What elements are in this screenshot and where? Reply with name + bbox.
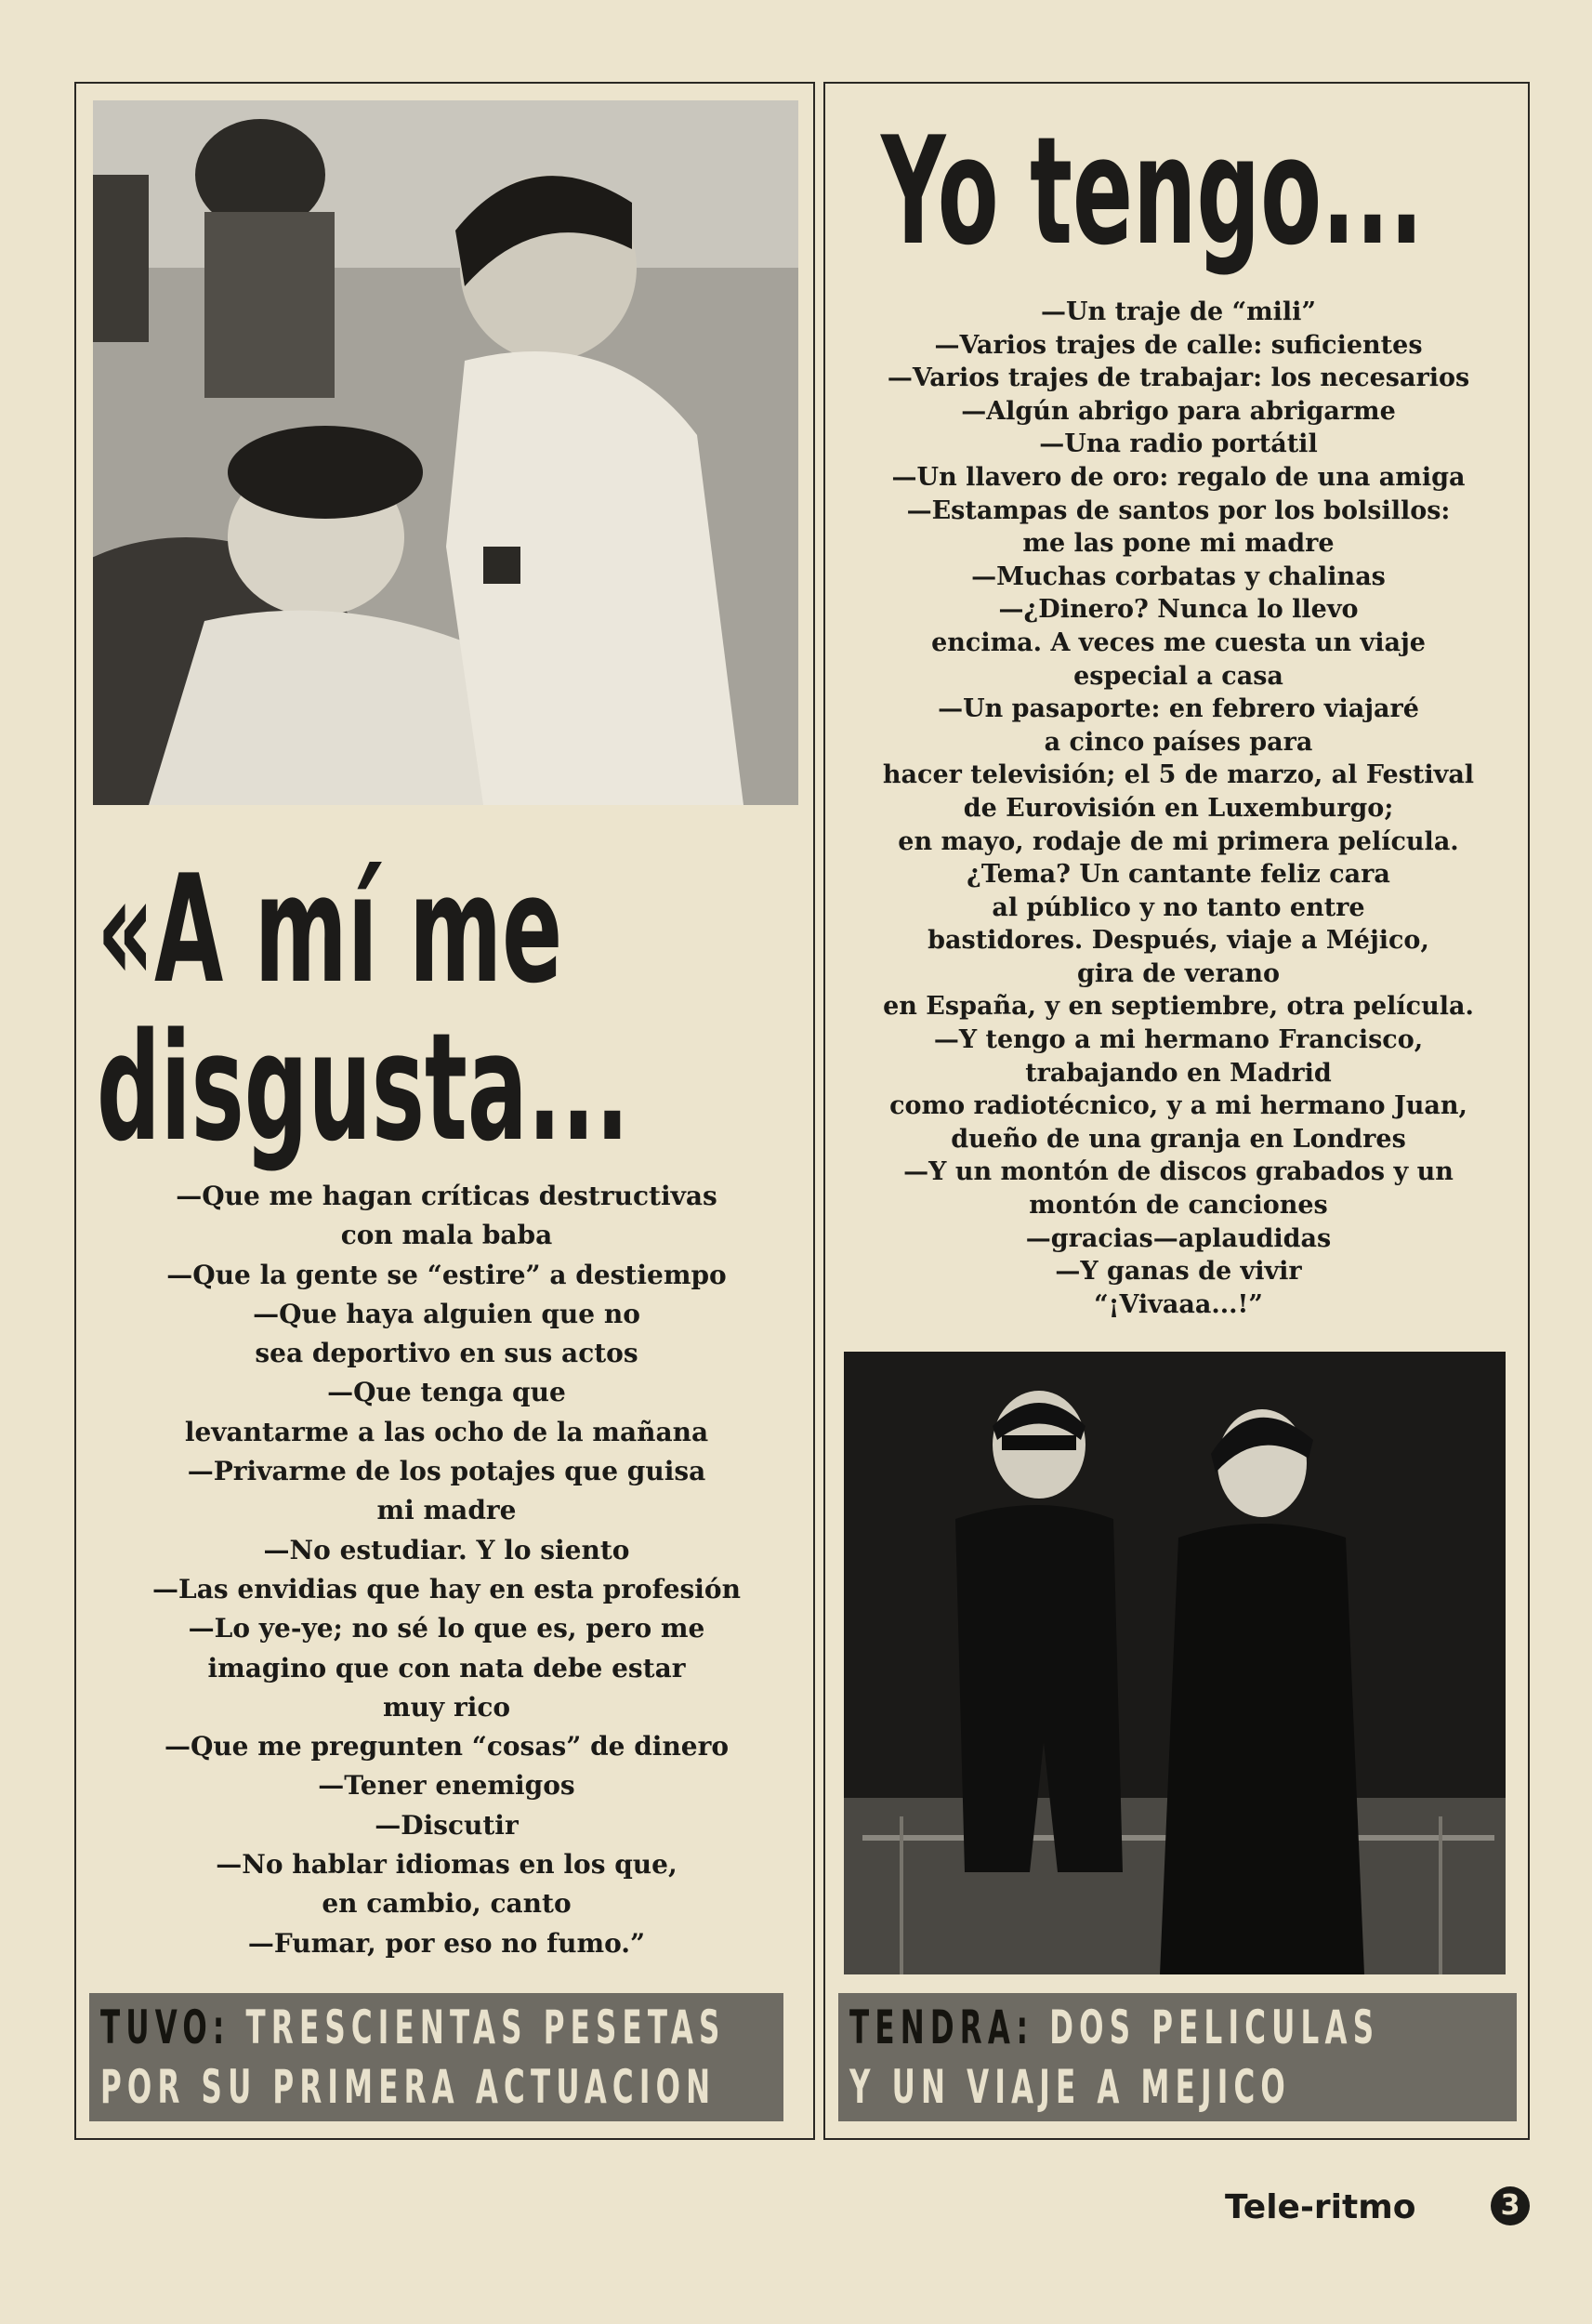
- right-banner-label: TENDRA:: [849, 2000, 1034, 2054]
- list-line: en cambio, canto: [322, 1888, 572, 1920]
- list-line: “¡Vivaaa...!”: [1094, 1289, 1263, 1319]
- list-line: —Una radio portátil: [1039, 429, 1318, 459]
- left-headline-line1: «A mí me: [97, 842, 563, 1016]
- list-line: montón de canciones: [1029, 1191, 1328, 1221]
- list-line: bastidores. Después, viaje a Méjico,: [928, 926, 1429, 956]
- list-line: —Que haya alguien que no: [253, 1298, 640, 1329]
- list-line: —Que me hagan críticas destructivas: [176, 1181, 717, 1211]
- list-line: —Privarme de los potajes que guisa: [187, 1456, 706, 1487]
- list-line: trabajando en Madrid: [1025, 1058, 1332, 1088]
- right-banner-line1-rest: DOS PELICULAS: [1049, 2000, 1380, 2054]
- list-line: —Que la gente se “estire” a destiempo: [166, 1259, 727, 1290]
- list-line: —Y ganas de vivir: [1055, 1257, 1302, 1287]
- list-line: hacer televisión; el 5 de marzo, al Festival: [882, 760, 1475, 790]
- list-line: —Fumar, por eso no fumo.”: [247, 1927, 646, 1959]
- list-line: —Varios trajes de calle: suficientes: [934, 330, 1423, 360]
- left-banner: [89, 1993, 783, 2121]
- makeup-photo-image: [93, 100, 798, 805]
- left-banner-line2: POR SU PRIMERA ACTUACION: [100, 2060, 717, 2114]
- list-line: gira de verano: [1077, 958, 1280, 988]
- list-line: —¿Dinero? Nunca lo llevo: [998, 595, 1359, 625]
- right-column: [823, 82, 1530, 2140]
- list-line: —Estampas de santos por los bolsillos:: [906, 495, 1451, 525]
- list-line: con mala baba: [340, 1220, 553, 1251]
- list-line: al público y no tanto entre: [992, 892, 1365, 922]
- makeup-photo: [93, 100, 798, 805]
- list-line: —Que tenga que: [327, 1377, 566, 1408]
- list-line: mi madre: [376, 1495, 517, 1526]
- list-line: de Eurovisión en Luxemburgo;: [963, 793, 1394, 823]
- list-line: —gracias—aplaudidas: [1025, 1223, 1332, 1253]
- list-line: —Algún abrigo para abrigarme: [961, 396, 1396, 426]
- list-line: —Discutir: [375, 1809, 519, 1841]
- list-line: —Que me pregunten “cosas” de dinero: [164, 1731, 730, 1763]
- list-line: —Un traje de “mili”: [1041, 297, 1316, 326]
- left-banner-line1-rest: TRESCIENTAS PESETAS: [245, 2000, 726, 2054]
- right-banner: [838, 1993, 1517, 2121]
- stage-photo: [844, 1352, 1506, 1974]
- list-line: especial a casa: [1073, 661, 1283, 691]
- list-line: —Lo ye-ye; no sé lo que es, pero me: [188, 1613, 705, 1644]
- list-line: —Tener enemigos: [318, 1770, 575, 1802]
- right-text-list: [825, 296, 1530, 1321]
- list-line: sea deportivo en sus actos: [255, 1338, 638, 1369]
- list-line: encima. A veces me cuesta un viaje: [931, 627, 1426, 657]
- right-banner-line1: [849, 2000, 1380, 2054]
- footer-brand: Tele-ritmo: [1225, 2188, 1416, 2226]
- list-line: —Las envidias que hay en esta profesión: [152, 1573, 741, 1604]
- right-headline: Yo tengo...: [881, 104, 1424, 278]
- list-line: —No hablar idiomas en los que,: [216, 1849, 678, 1881]
- list-line: —Varios trajes de trabajar: los necesarios: [887, 363, 1470, 393]
- list-line: —Y un montón de discos grabados y un: [903, 1157, 1454, 1187]
- list-line: —Y tengo a mi hermano Francisco,: [933, 1025, 1424, 1055]
- list-line: imagino que con nata debe estar: [207, 1652, 686, 1684]
- list-line: me las pone mi madre: [1022, 529, 1335, 559]
- list-line: muy rico: [382, 1691, 511, 1723]
- list-line: levantarme a las ocho de la mañana: [184, 1416, 709, 1447]
- list-line: ¿Tema? Un cantante feliz cara: [967, 860, 1390, 890]
- stage-photo-image: [844, 1352, 1506, 1974]
- left-text-list: [76, 1177, 815, 1963]
- list-line: —Un llavero de oro: regalo de una amiga: [891, 462, 1466, 492]
- list-line: dueño de una granja en Londres: [951, 1124, 1406, 1154]
- list-line: en España, y en septiembre, otra película.: [883, 992, 1474, 1022]
- left-headline-line2: disgusta...: [97, 1000, 630, 1174]
- list-line: a cinco países para: [1044, 727, 1313, 757]
- list-line: como radiotécnico, y a mi hermano Juan,: [889, 1091, 1467, 1121]
- list-line: —Un pasaporte: en febrero viajaré: [938, 694, 1419, 724]
- left-banner-line1: [100, 2000, 726, 2054]
- list-line: —Muchas corbatas y chalinas: [971, 561, 1386, 591]
- left-column: [74, 82, 815, 2140]
- list-line: —No estudiar. Y lo siento: [263, 1534, 630, 1565]
- page-number: 3: [1491, 2186, 1530, 2225]
- left-banner-label: TUVO:: [100, 2000, 230, 2054]
- list-line: en mayo, rodaje de mi primera película.: [898, 826, 1459, 856]
- right-banner-line2: Y UN VIAJE A MEJICO: [849, 2060, 1291, 2114]
